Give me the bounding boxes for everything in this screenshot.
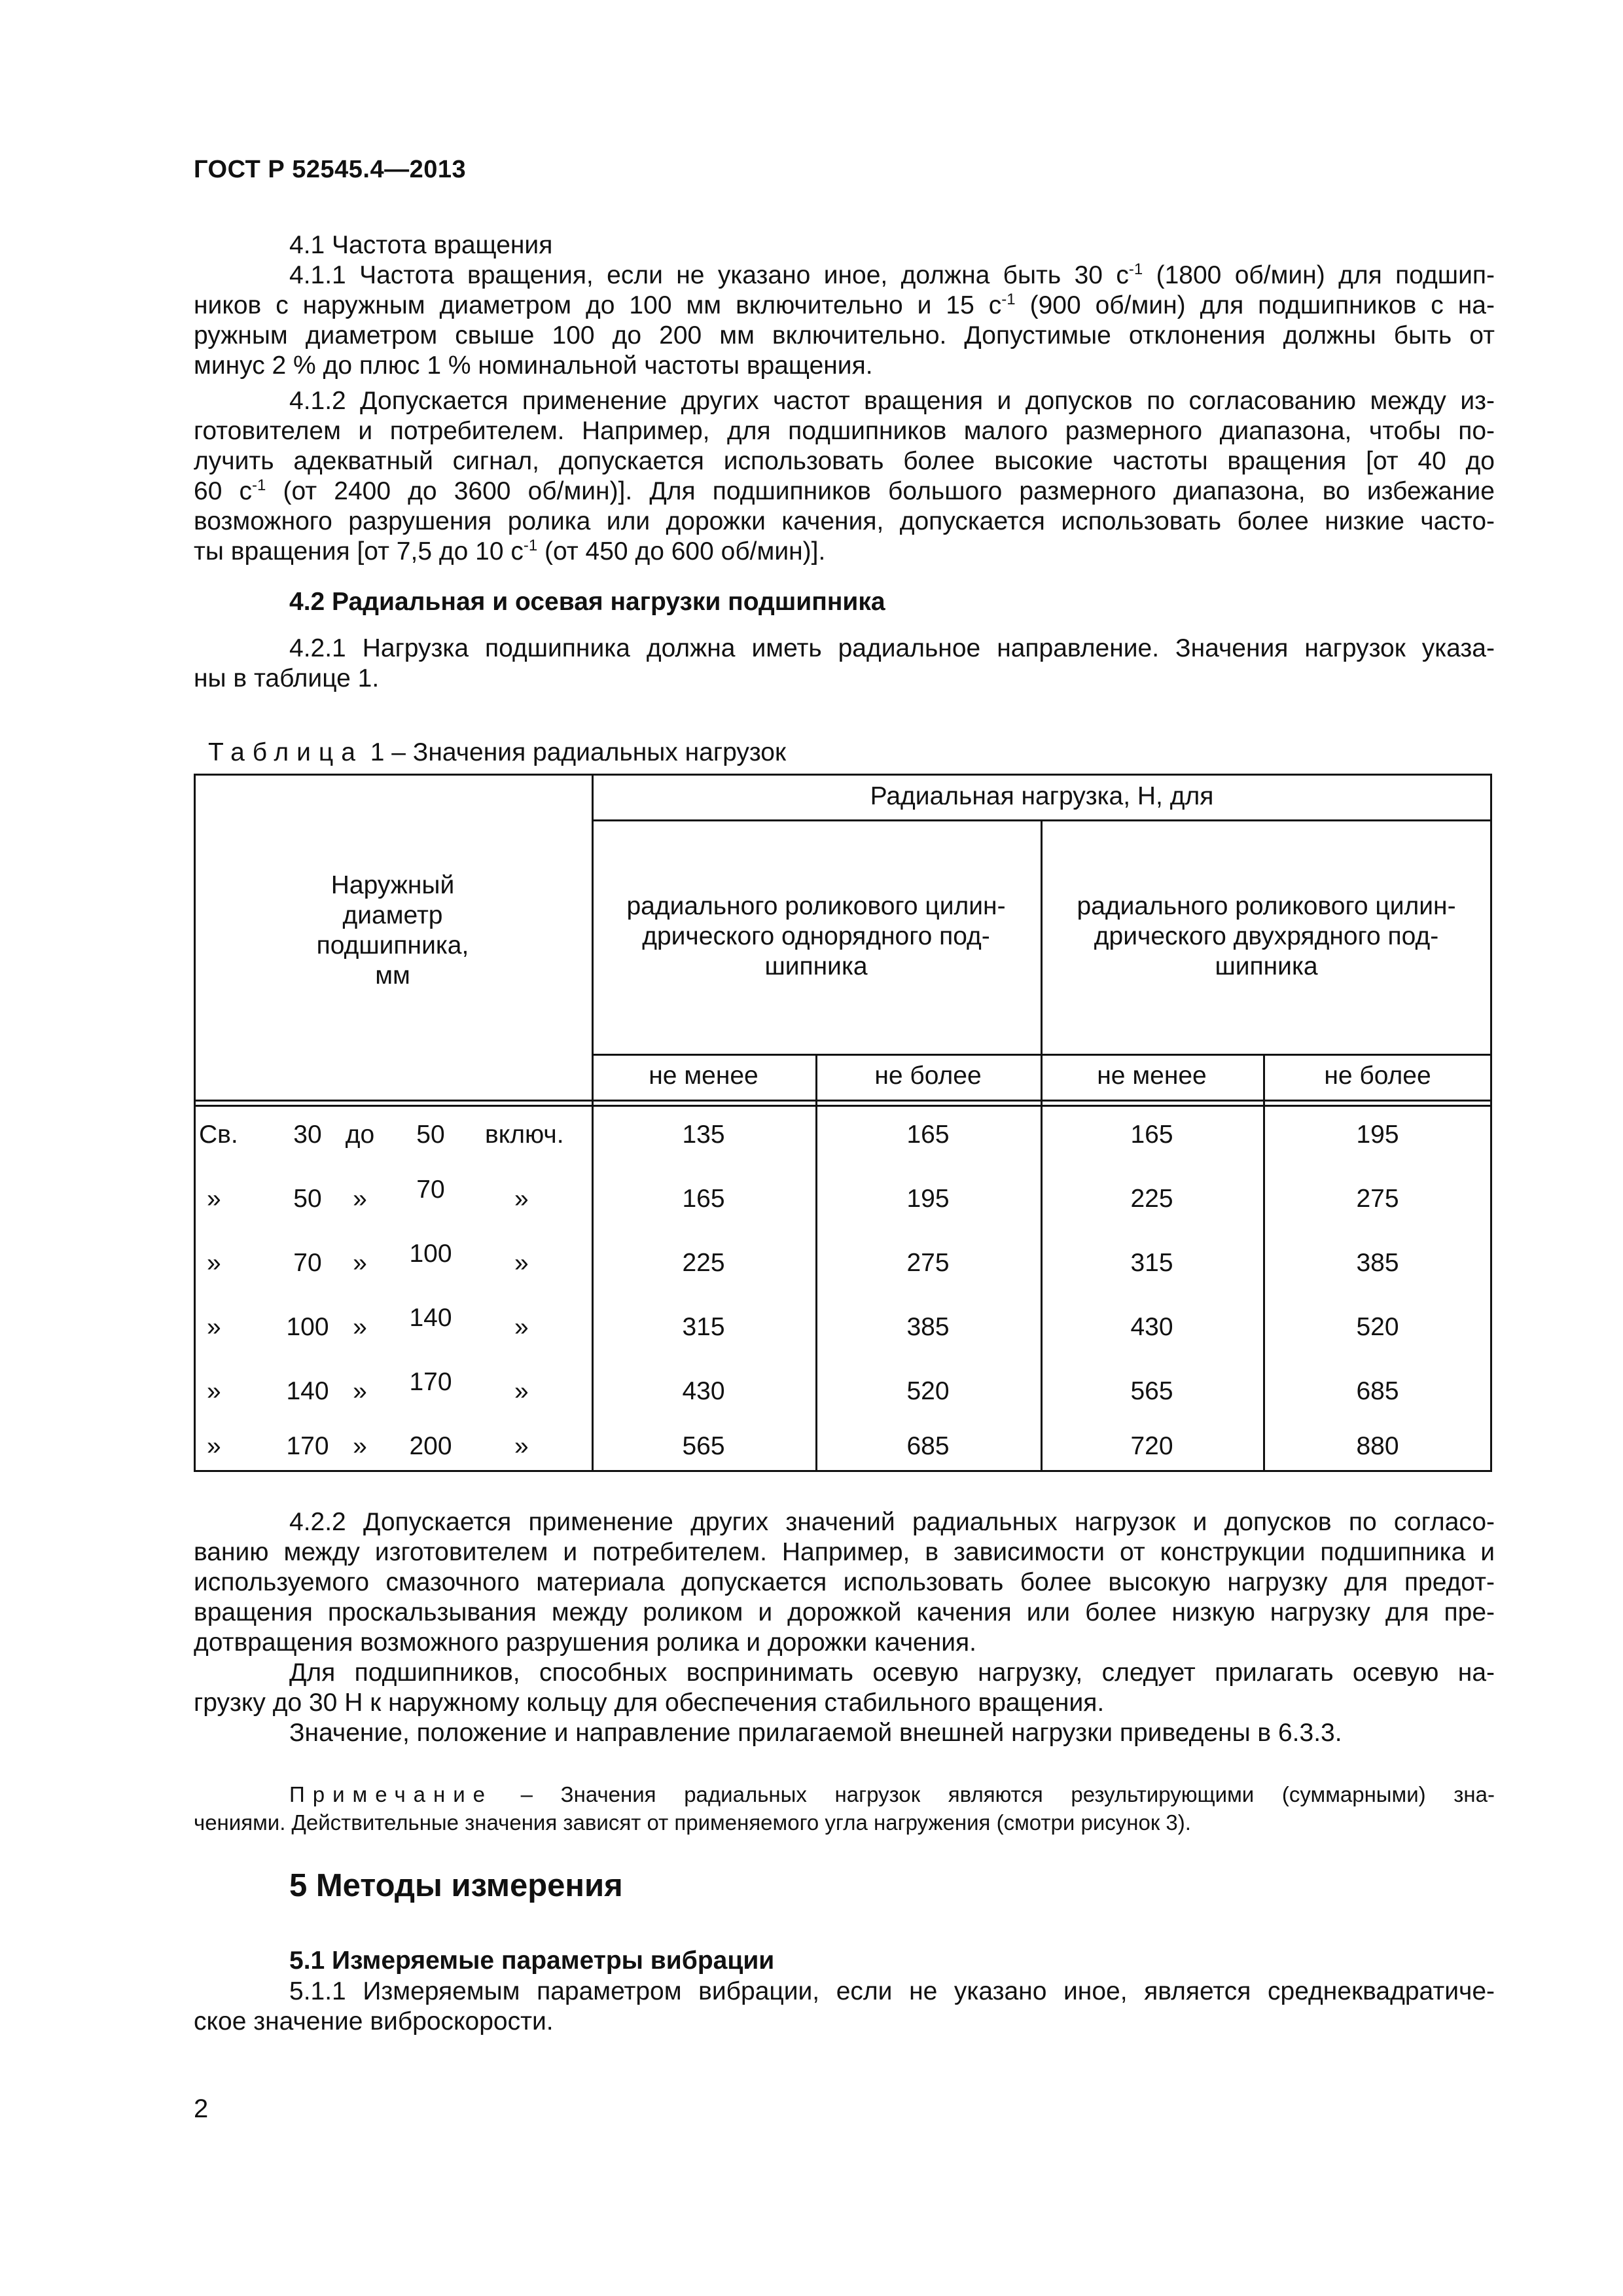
subheader-max: не более — [874, 1062, 982, 1090]
paragraph-4-1-2: 4.1.2 Допускается применение других частот вращения и допусков по согласованию между из- готовителем и потребителем. Например, для подшипников малого размерного диапазона, чтобы по- лучить адекватный сигнал, допускается использовать более высокие частоты вращения [от 40 до 60 $с^{-1}$ (от 2400 до 3600 об/мин)]. Для подшипников большого размерного диапазона, во избежание возможного разрушения ролика или дорожки качения, допускается использовать более низкие часто- ты вращения [от 7,5 до 10 $с^{-1}$ (от 450 до 600 об/мин)]. — [194, 387, 1495, 565]
page-number: 2 — [194, 2094, 209, 2123]
table-row-divider — [592, 1054, 1492, 1056]
header-single-row-bearing: радиального роликового цилин- дрического однорядного под- шипника — [626, 892, 1006, 980]
subheader-min: не менее — [649, 1062, 758, 1090]
table-note: Примечание – Значения радиальных нагрузок являются результирующими (суммарными) зна- чениями. Действительные значения зависят от применяемого угла нагружения (смотри рисунок 3). — [194, 1782, 1495, 1835]
table-border-bottom — [194, 1470, 1492, 1472]
header-double-row-bearing: радиального роликового цилин- дрического двухрядного под- шипника — [1077, 892, 1456, 980]
table-border-right — [1490, 774, 1492, 1472]
paragraph-4-2-2: 4.2.2 Допускается применение других значений радиальных нагрузок и допусков по согласо- ванию между изготовителем и потребителем. Например, в зависимости от конструкции подшипника и используемого смазочного материала допускается использовать более высокую нагрузку для предот- вращения проскальзывания между роликом и дорожкой качения или более низкую нагрузку для пре- дотвращения возможного разрушения ролика и дорожки качения. — [194, 1508, 1495, 1657]
document-header: ГОСТ Р 52545.4—2013 — [194, 156, 467, 183]
paragraph-5-1-1: 5.1.1 Измеряемым параметром вибрации, если не указано иное, является среднеквадратиче- ское значение виброскорости. — [194, 1977, 1495, 2036]
section-4-2-heading: 4.2 Радиальная и осевая нагрузки подшипника — [289, 588, 885, 616]
paragraph-axial-load: Для подшипников, способных воспринимать осевую нагрузку, следует прилагать осевую на- грузку до 30 Н к наружному кольцу для обеспечения стабильного вращения. — [194, 1659, 1495, 1717]
section-5-1-heading: 5.1 Измеряемые параметры вибрации — [289, 1946, 775, 1975]
section-4-1-title: 4.1 Частота вращения — [289, 231, 553, 259]
radial-loads-table: Наружный диаметр подшипника, мм Радиальная нагрузка, Н, для радиального роликового цилин- дрического однорядного под- шипника радиального роликового цилин- дрического двухрядного под- шипника не менее не более не менее не более Св. 30 до 50 включ. 135 165 165 195 » 50 » 70 » 165 195 225 275 » 70 » 100 » 225 275 315 385 » 100 » 140 » 315 385 430 520 » 140 » 170 » 430 520 565 685 » 170 » 200 » 565 685 720 880 — [194, 774, 1492, 1472]
table-col-divider — [592, 774, 594, 1472]
table-caption: Таблица 1 – Значения радиальных нагрузок — [208, 738, 787, 766]
paragraph-4-1-1: 4.1.1 Частота вращения, если не указано иное, должна быть 30 $с^{-1}$ (1800 об/мин) для подшип- ников с наружным диаметром до 100 мм включительно и 15 $с^{-1}$ (900 об/мин) для подшипников с на- ружным диаметром свыше 100 до 200 мм включительно. Допустимые отклонения должны быть от минус 2 % до плюс 1 % номинальной частоты вращения. — [194, 260, 1495, 380]
table-header-double-line — [194, 1100, 1492, 1102]
subheader-min: не менее — [1097, 1062, 1207, 1090]
table-header-double-line — [194, 1105, 1492, 1107]
subheader-max: не более — [1324, 1062, 1431, 1090]
header-radial-load: Радиальная нагрузка, Н, для — [870, 782, 1214, 810]
section-5-heading: 5 Методы измерения — [289, 1868, 623, 1903]
paragraph-load-reference: Значение, положение и направление прилагаемой внешней нагрузки приведены в 6.3.3. — [289, 1719, 1342, 1747]
header-outer-diameter: Наружный диаметр подшипника, мм — [316, 871, 469, 990]
table-col-divider — [1263, 1054, 1265, 1472]
table-row-divider — [592, 819, 1492, 821]
table-border-top — [194, 774, 1492, 776]
table-col-divider — [815, 1054, 817, 1472]
paragraph-4-2-1: 4.2.1 Нагрузка подшипника должна иметь радиальное направление. Значения нагрузок указа- ны в таблице 1. — [194, 634, 1495, 692]
